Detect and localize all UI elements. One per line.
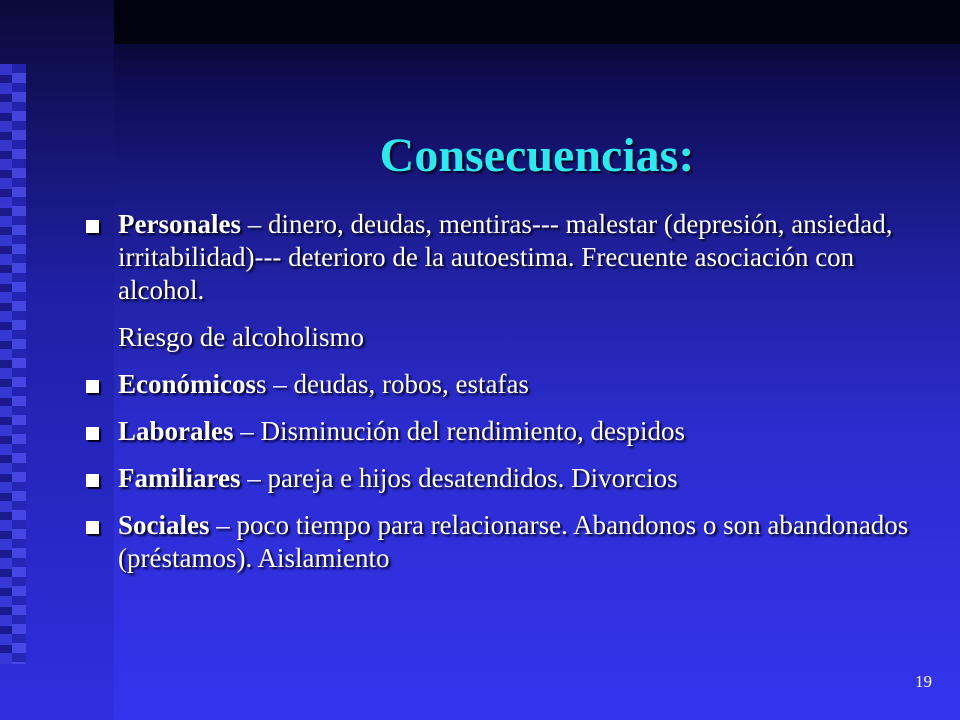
- slide-content: [86, 208, 926, 589]
- bullet-term: Personales: [118, 209, 241, 239]
- bullet-item-familiares: [86, 462, 926, 495]
- bullet-text: – dinero, deudas, mentiras--- malestar (depresión, ansiedad, irritabilidad)--- deterioro de la autoestima. Frecuente asociación con alcohol.: [118, 209, 893, 305]
- checker-pattern: [0, 64, 26, 664]
- bullet-item-laborales: [86, 415, 926, 448]
- square-bullet-icon: [86, 380, 99, 393]
- page-number: 19: [915, 672, 932, 691]
- bullet-item-personales: [86, 208, 926, 307]
- square-bullet-icon: [86, 427, 99, 440]
- bullet-text: – pareja e hijos desatendidos. Divorcios: [240, 463, 678, 493]
- bullet-term: Sociales: [118, 510, 210, 540]
- top-dark-band: [114, 0, 960, 44]
- bullet-text: – Disminución del rendimiento, despidos: [233, 416, 685, 446]
- bullet-text: s – deudas, robos, estafas: [256, 369, 529, 399]
- bullet-text: – poco tiempo para relacionarse. Abandonos o son abandonados (préstamos). Aislamiento: [118, 510, 909, 573]
- bullet-term: Económicos: [118, 369, 256, 399]
- bullet-item-sociales: [86, 509, 926, 575]
- square-bullet-icon: [86, 521, 99, 534]
- bullet-item-economicos: [86, 368, 926, 401]
- bullet-term: Familiares: [118, 463, 241, 493]
- subline-riesgo: Riesgo de alcoholismo: [118, 322, 364, 352]
- square-bullet-icon: [86, 474, 99, 487]
- slide-title: Consecuencias:: [379, 129, 695, 182]
- square-bullet-icon: [86, 220, 99, 233]
- bullet-term: Laborales: [118, 416, 234, 446]
